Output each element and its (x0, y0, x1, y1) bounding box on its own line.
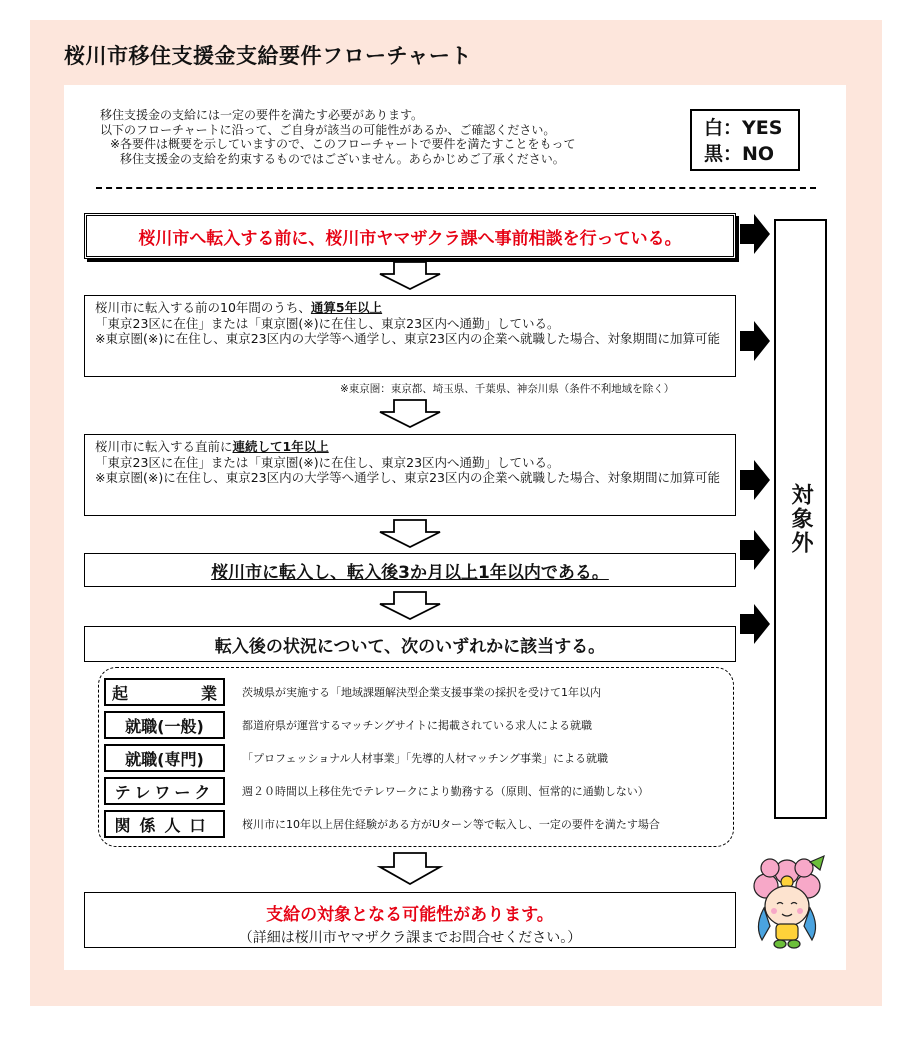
legend-no: 黒：NO (704, 143, 775, 165)
choice-category (104, 678, 225, 706)
intro-line: ※各要件は概要を示していますので、このフローチャートで要件を満たすことをもって (110, 137, 576, 151)
right-arrow-no-icon (740, 214, 772, 254)
choice-category: 就職(一般) (104, 711, 225, 739)
choice-row (104, 777, 728, 805)
step-situation: 転入後の状況について、次のいずれかに該当する。 (84, 626, 736, 662)
choice-description: 桜川市に10年以上居住経験がある方がUターン等で転入し、一定の要件を満たす場合 (242, 818, 660, 831)
step4-text: 桜川市に転入し、転入後3か月以上1年以内である。 (211, 562, 609, 583)
right-arrow-no-icon (740, 460, 772, 500)
tokyo-area-note: ※東京圏：東京都、埼玉県、千葉県、神奈川県（条件不利地域を除く） (340, 383, 675, 395)
not-eligible-label: 対象外 (788, 483, 813, 555)
choice-description: 週２０時間以上移住先でテレワークにより勤務する（原則、恒常的に通勤しない） (242, 785, 649, 798)
step-one-year-residence (84, 434, 736, 516)
choice-row (104, 744, 728, 772)
choice-row (104, 711, 728, 739)
result-subtitle: （詳細は桜川市ヤマザクラ課までお問合せください。） (238, 930, 582, 946)
intro-line: 移住支援金の支給には一定の要件を満たす必要があります。 (100, 108, 424, 122)
step3-pre: 桜川市に転入する直前に (95, 439, 233, 454)
intro-text (100, 108, 690, 166)
down-arrow-yes-icon (378, 852, 442, 886)
choice-row (104, 810, 728, 838)
mascot-icon (744, 856, 830, 952)
step2-line2: 「東京23区に在住」または「東京圏(※)に在住し、東京23区内へ通勤」している。 (95, 315, 560, 331)
right-arrow-no-icon (740, 604, 772, 644)
down-arrow-yes-icon (378, 399, 442, 429)
category-char: 業 (200, 683, 217, 703)
step-ten-year-residence (84, 295, 736, 377)
not-eligible-box (774, 219, 827, 819)
intro-line: 移住支援金の支給を約束するものではございません。あらかじめご了承ください。 (120, 151, 565, 166)
step3-line2: 「東京23区に在住」または「東京圏(※)に在住し、東京23区内へ通勤」している。 (95, 454, 560, 470)
step-move-in-period (84, 553, 736, 587)
step-prior-consultation: 桜川市へ転入する前に、桜川市ヤマザクラ課へ事前相談を行っている。 (84, 213, 736, 259)
down-arrow-yes-icon (378, 519, 442, 549)
choice-description: 「プロフェッショナル人材事業」「先導的人材マッチング事業」による就職 (242, 752, 608, 765)
intro-line: 以下のフローチャートに沿って、ご自身が該当の可能性があるか、ご確認ください。 (100, 122, 556, 137)
choice-category: 関係人口 (104, 810, 225, 838)
legend-box (690, 109, 800, 171)
step2-pre: 桜川市に転入する前の10年間のうち、 (95, 300, 311, 315)
step2-line3: ※東京圏(※)に在住し、東京23区内の大学等へ通学し、東京23区内の企業へ就職した場合、対象期間に加算可能 (95, 331, 721, 346)
legend-yes: 白：YES (704, 117, 783, 139)
choice-row (104, 678, 728, 706)
right-arrow-no-icon (740, 530, 772, 570)
divider (96, 187, 816, 189)
step2-emph: 通算5年以上 (310, 300, 383, 315)
category-char: 起 (112, 683, 129, 703)
page-title: 桜川市移住支援金支給要件フローチャート (64, 44, 472, 68)
choice-description: 都道府県が運営するマッチングサイトに掲載されている求人による就職 (242, 719, 593, 732)
result-box (84, 892, 736, 948)
down-arrow-yes-icon (378, 261, 442, 291)
result-title: 支給の対象となる可能性があります。 (266, 905, 554, 925)
down-arrow-yes-icon (378, 591, 442, 621)
step3-line3: ※東京圏(※)に在住し、東京23区内の大学等へ通学し、東京23区内の企業へ就職した場合、対象期間に加算可能 (95, 470, 721, 485)
right-arrow-no-icon (740, 321, 772, 361)
choice-category: 就職(専門) (104, 744, 225, 772)
step3-emph: 連続して1年以上 (232, 439, 329, 454)
choice-description: 茨城県が実施する「地域課題解決型企業支援事業の採択を受けて1年以内 (242, 686, 601, 699)
choice-category: テレワーク (104, 777, 225, 805)
